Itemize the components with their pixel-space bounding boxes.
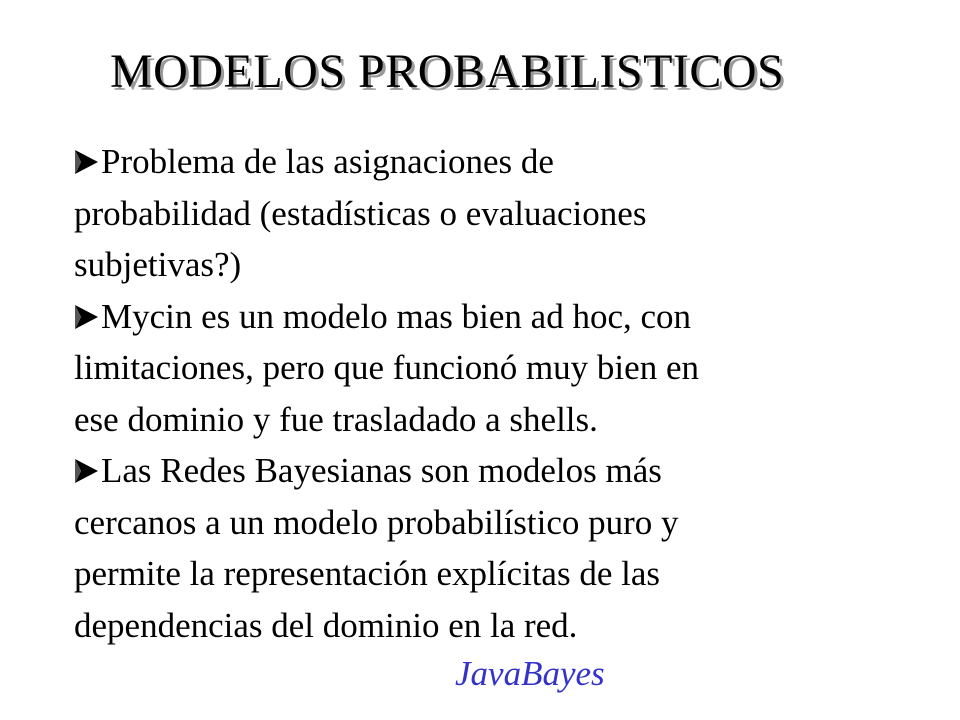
bullet-list	[74, 136, 874, 651]
arrowhead-bullet-icon	[74, 458, 99, 484]
bullet-text-line: ese dominio y fue trasladado a shells.	[74, 399, 598, 439]
bullet-text-line: limitaciones, pero que funcionó muy bien en	[74, 348, 699, 387]
slide-title: MODELOS PROBABILISTICOS	[110, 45, 785, 98]
bullet-text-line: cercanos a un modelo probabilístico puro y	[74, 502, 679, 542]
bullet-text-line: permite la representación explícitas de las	[74, 554, 660, 593]
bullet-text-line: dependencias del dominio en la red.	[74, 605, 578, 645]
bullet-text-line: subjetivas?)	[74, 245, 242, 284]
bullet-text-line: Las Redes Bayesianas son modelos más	[101, 451, 662, 490]
bullet-text-line: Mycin es un modelo mas bien ad hoc, con	[101, 296, 692, 336]
bullet-item	[74, 136, 874, 291]
bullet-text-line: probabilidad (estadísticas o evaluaciones	[74, 193, 647, 233]
arrowhead-bullet-icon	[74, 149, 99, 175]
bullet-item	[74, 291, 874, 446]
javabayes-link[interactable]: JavaBayes	[455, 654, 605, 693]
arrowhead-bullet-icon	[74, 304, 99, 330]
bullet-item	[74, 445, 874, 651]
bullet-text-line: Problema de las asignaciones de	[101, 142, 554, 181]
